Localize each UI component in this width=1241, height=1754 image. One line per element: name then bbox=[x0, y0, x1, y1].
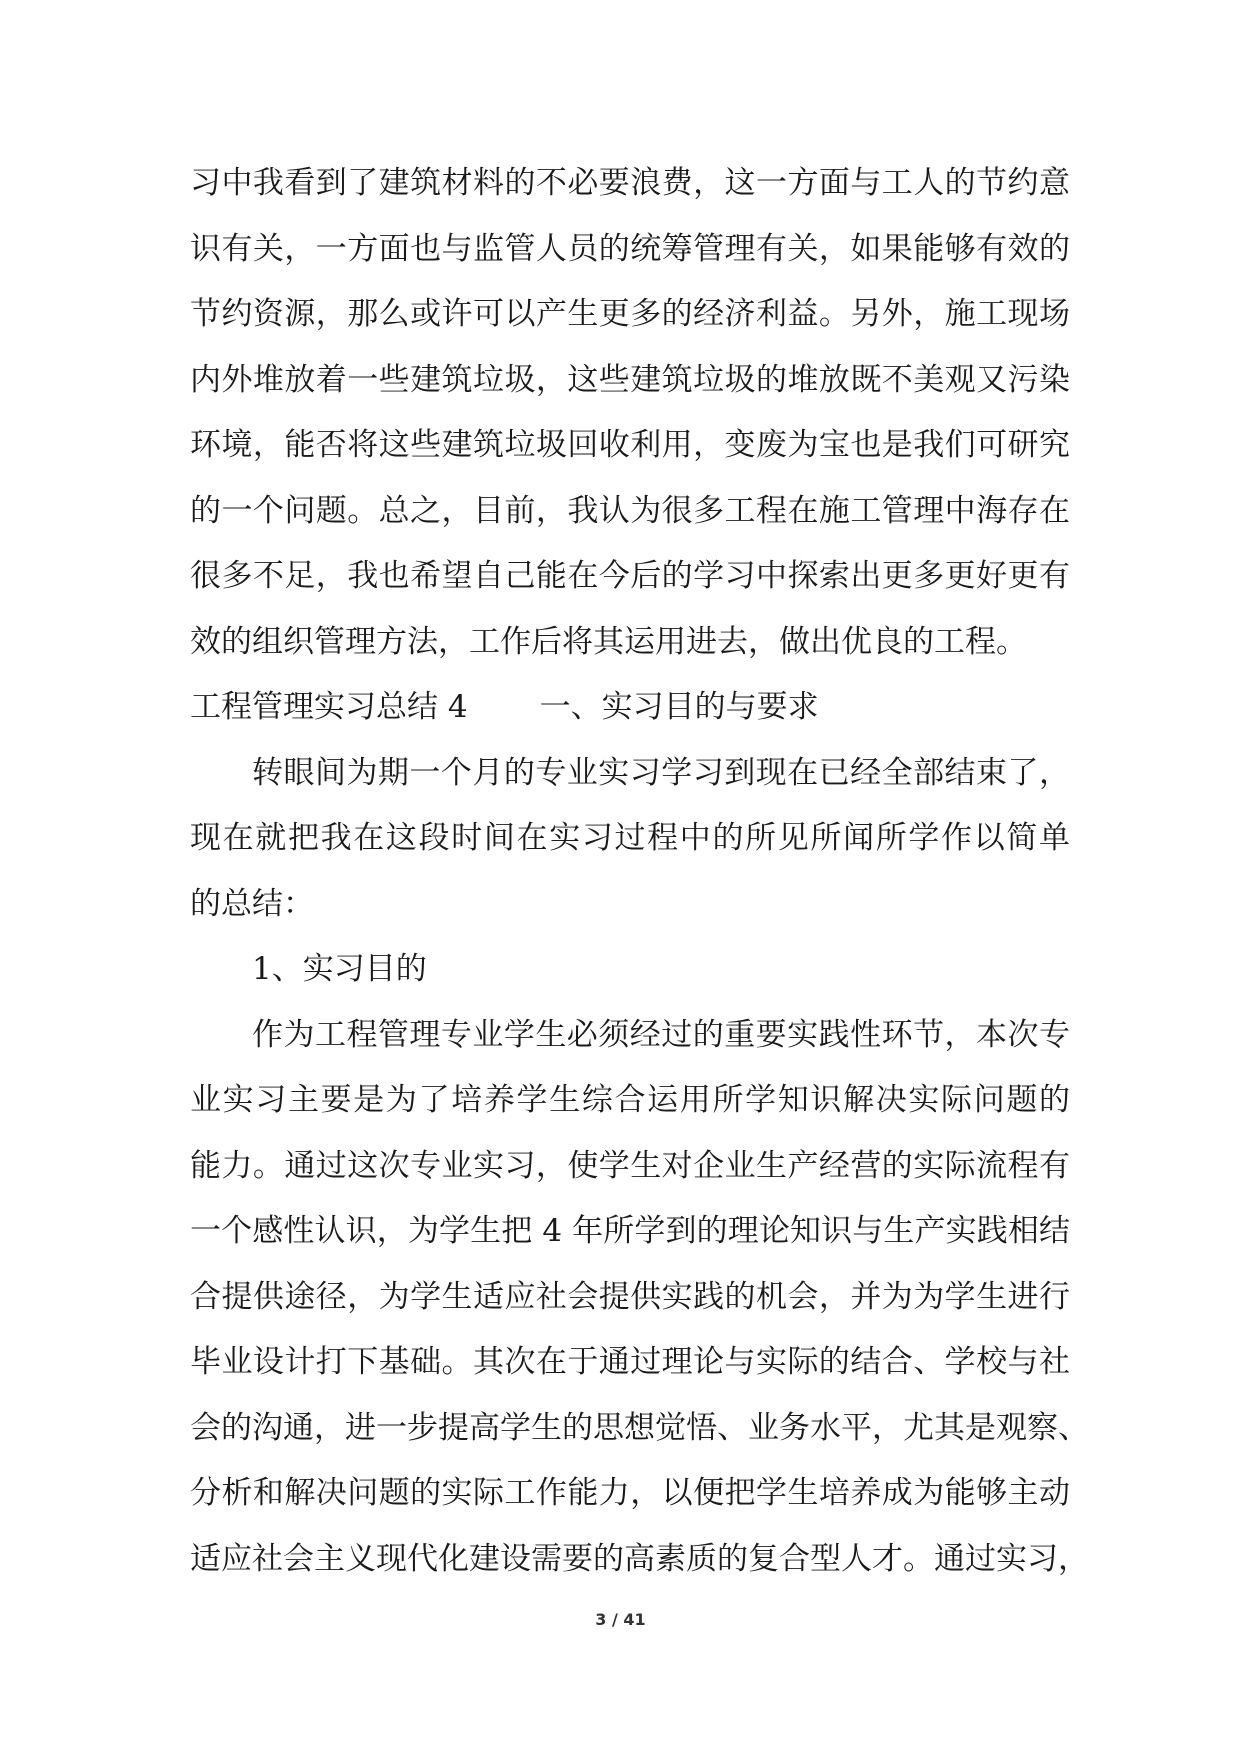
section-heading bbox=[190, 682, 1070, 748]
paragraph-line: 的一个问题。总之，目前，我认为很多工程在施工管理中海存在 bbox=[190, 492, 1070, 529]
paragraph-line: 的总结： bbox=[190, 885, 314, 922]
paragraph-line: 识有关，一方面也与监管人员的统筹管理有关，如果能够有效的 bbox=[190, 230, 1070, 267]
paragraph-line: 会的沟通，进一步提高学生的思想觉悟、业务水平，尤其是观察、 bbox=[190, 1409, 1089, 1446]
paragraph-line: 作为工程管理专业学生必须经过的重要实践性环节，本次专 bbox=[252, 1016, 1070, 1053]
paragraph-line: 毕业设计打下基础。其次在于通过理论与实际的结合、学校与社 bbox=[190, 1344, 1070, 1380]
paragraph-line: 分析和解决问题的实际工作能力，以便把学生培养成为能够主动 bbox=[190, 1475, 1070, 1511]
paragraph-line: 适应社会主义现代化建设需要的高素质的复合型人才。通过实习， bbox=[190, 1540, 1089, 1577]
section-title: 一、实习目的与要求 bbox=[539, 689, 819, 725]
paragraph-line: 内外堆放着一些建筑垃圾，这些建筑垃圾的堆放既不美观又污染 bbox=[190, 361, 1070, 398]
page-number: 3 / 41 bbox=[595, 1610, 646, 1629]
document-body bbox=[190, 158, 1089, 1599]
paragraph-line: 节约资源，那么或许可以产生更多的经济利益。另外，施工现场 bbox=[190, 296, 1070, 332]
paragraph-line: 业实习主要是为了培养学生综合运用所学知识解决实际问题的 bbox=[190, 1082, 1070, 1118]
paragraph-line: 一个感性认识，为学生把 4 年所学到的理论知识与生产实践相结 bbox=[190, 1213, 1070, 1249]
document-title: 工程管理实习总结 4 bbox=[190, 689, 468, 725]
paragraph-line: 合提供途径，为学生适应社会提供实践的机会，并为为学生进行 bbox=[190, 1278, 1070, 1315]
subheading: 1、实习目的 bbox=[252, 951, 427, 987]
paragraph-line: 效的组织管理方法，工作后将其运用进去，做出优良的工程。 bbox=[190, 623, 1027, 660]
paragraph-line: 习中我看到了建筑材料的不必要浪费，这一方面与工人的节约意 bbox=[190, 165, 1070, 201]
paragraph-line: 很多不足，我也希望自己能在今后的学习中探索出更多更好更有 bbox=[190, 558, 1070, 594]
paragraph-line: 转眼间为期一个月的专业实习学习到现在已经全部结束了， bbox=[252, 754, 1070, 791]
paragraph-line: 环境，能否将这些建筑垃圾回收利用，变废为宝也是我们可研究 bbox=[190, 427, 1070, 463]
paragraph-line: 现在就把我在这段时间在实习过程中的所见所闻所学作以简单 bbox=[190, 820, 1070, 856]
paragraph-line: 能力。通过这次专业实习，使学生对企业生产经营的实际流程有 bbox=[190, 1147, 1070, 1184]
